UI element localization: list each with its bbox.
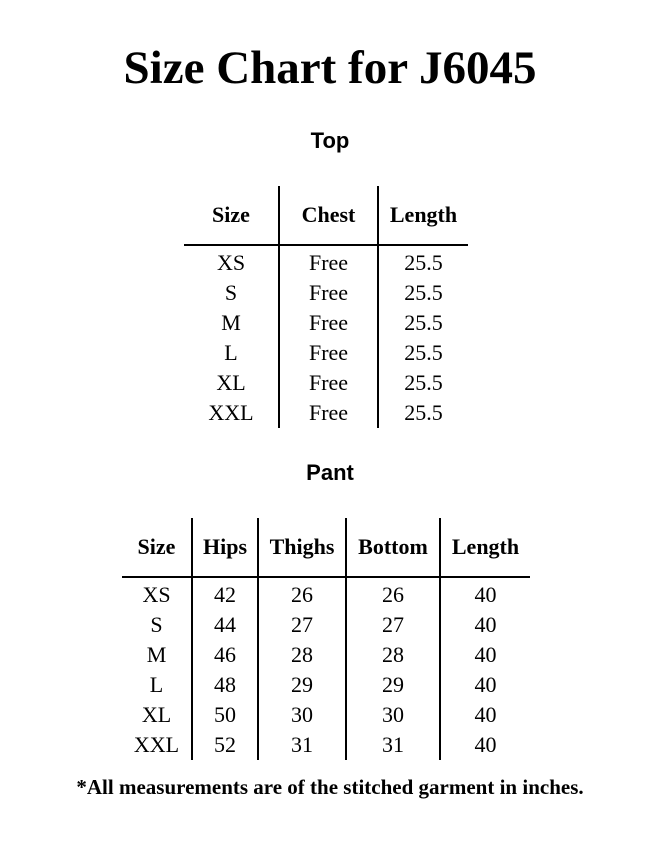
table-cell: XXL [208,400,254,425]
column-header: Chest [279,186,378,245]
column-header: Length [440,518,530,577]
table-cell: Free [279,368,378,398]
table-cell: 28 [258,640,346,670]
table-cell: M [221,310,241,335]
table-cell: L [149,672,164,697]
table-row [184,278,468,308]
table-row [122,700,530,730]
top-section-heading: Top [310,128,350,153]
table-cell: S [224,280,238,305]
measurement-footnote: *All measurements are of the stitched garment in inches. [76,775,584,799]
table-cell: 40 [440,730,530,760]
table-cell: Free [279,245,378,278]
table-cell: 40 [440,670,530,700]
table-cell: 40 [440,577,530,610]
pant-size-table [122,518,530,760]
table-cell: 26 [346,577,440,610]
pant-section-heading: Pant [306,460,354,485]
table-row [184,338,468,368]
column-header: Bottom [346,518,440,577]
column-header: Length [378,186,468,245]
table-cell: 28 [346,640,440,670]
table-cell: XS [142,582,171,607]
table-cell: 25.5 [378,278,468,308]
table-cell: 30 [346,700,440,730]
column-header: Hips [192,518,258,577]
table-cell: 52 [192,730,258,760]
table-header-row [122,518,530,577]
table-cell: 50 [192,700,258,730]
table-row [184,308,468,338]
table-row [122,640,530,670]
table-cell: 31 [346,730,440,760]
table-cell: 29 [258,670,346,700]
table-cell: Free [279,308,378,338]
table-cell: L [224,340,238,365]
table-cell: 27 [346,610,440,640]
table-row [122,610,530,640]
table-cell: 25.5 [378,308,468,338]
table-header-row [184,186,468,245]
table-cell: Free [279,398,378,428]
table-cell: XS [216,250,246,275]
column-header: Size [184,186,279,245]
table-cell: 40 [440,610,530,640]
table-cell: M [146,642,167,667]
table-cell: 25.5 [378,368,468,398]
table-cell: 29 [346,670,440,700]
table-cell: 40 [440,700,530,730]
table-cell: Free [279,278,378,308]
table-row [122,730,530,760]
table-row [122,577,530,610]
table-cell: 30 [258,700,346,730]
column-header: Size [122,518,192,577]
table-cell: 26 [258,577,346,610]
table-cell: 42 [192,577,258,610]
table-row [184,245,468,278]
table-cell: 25.5 [378,398,468,428]
top-size-table [184,186,468,428]
table-cell: XL [216,370,246,395]
table-cell: 25.5 [378,245,468,278]
table-cell: 40 [440,640,530,670]
table-cell: 31 [258,730,346,760]
table-cell: 44 [192,610,258,640]
table-cell: 48 [192,670,258,700]
column-header: Thighs [258,518,346,577]
page-title: Size Chart for J6045 [123,42,537,94]
table-row [122,670,530,700]
table-cell: 46 [192,640,258,670]
table-row [184,398,468,428]
table-cell: XL [141,702,172,727]
table-row [184,368,468,398]
table-cell: S [150,612,163,637]
table-cell: 27 [258,610,346,640]
table-cell: 25.5 [378,338,468,368]
table-cell: Free [279,338,378,368]
table-cell: XXL [133,732,180,757]
